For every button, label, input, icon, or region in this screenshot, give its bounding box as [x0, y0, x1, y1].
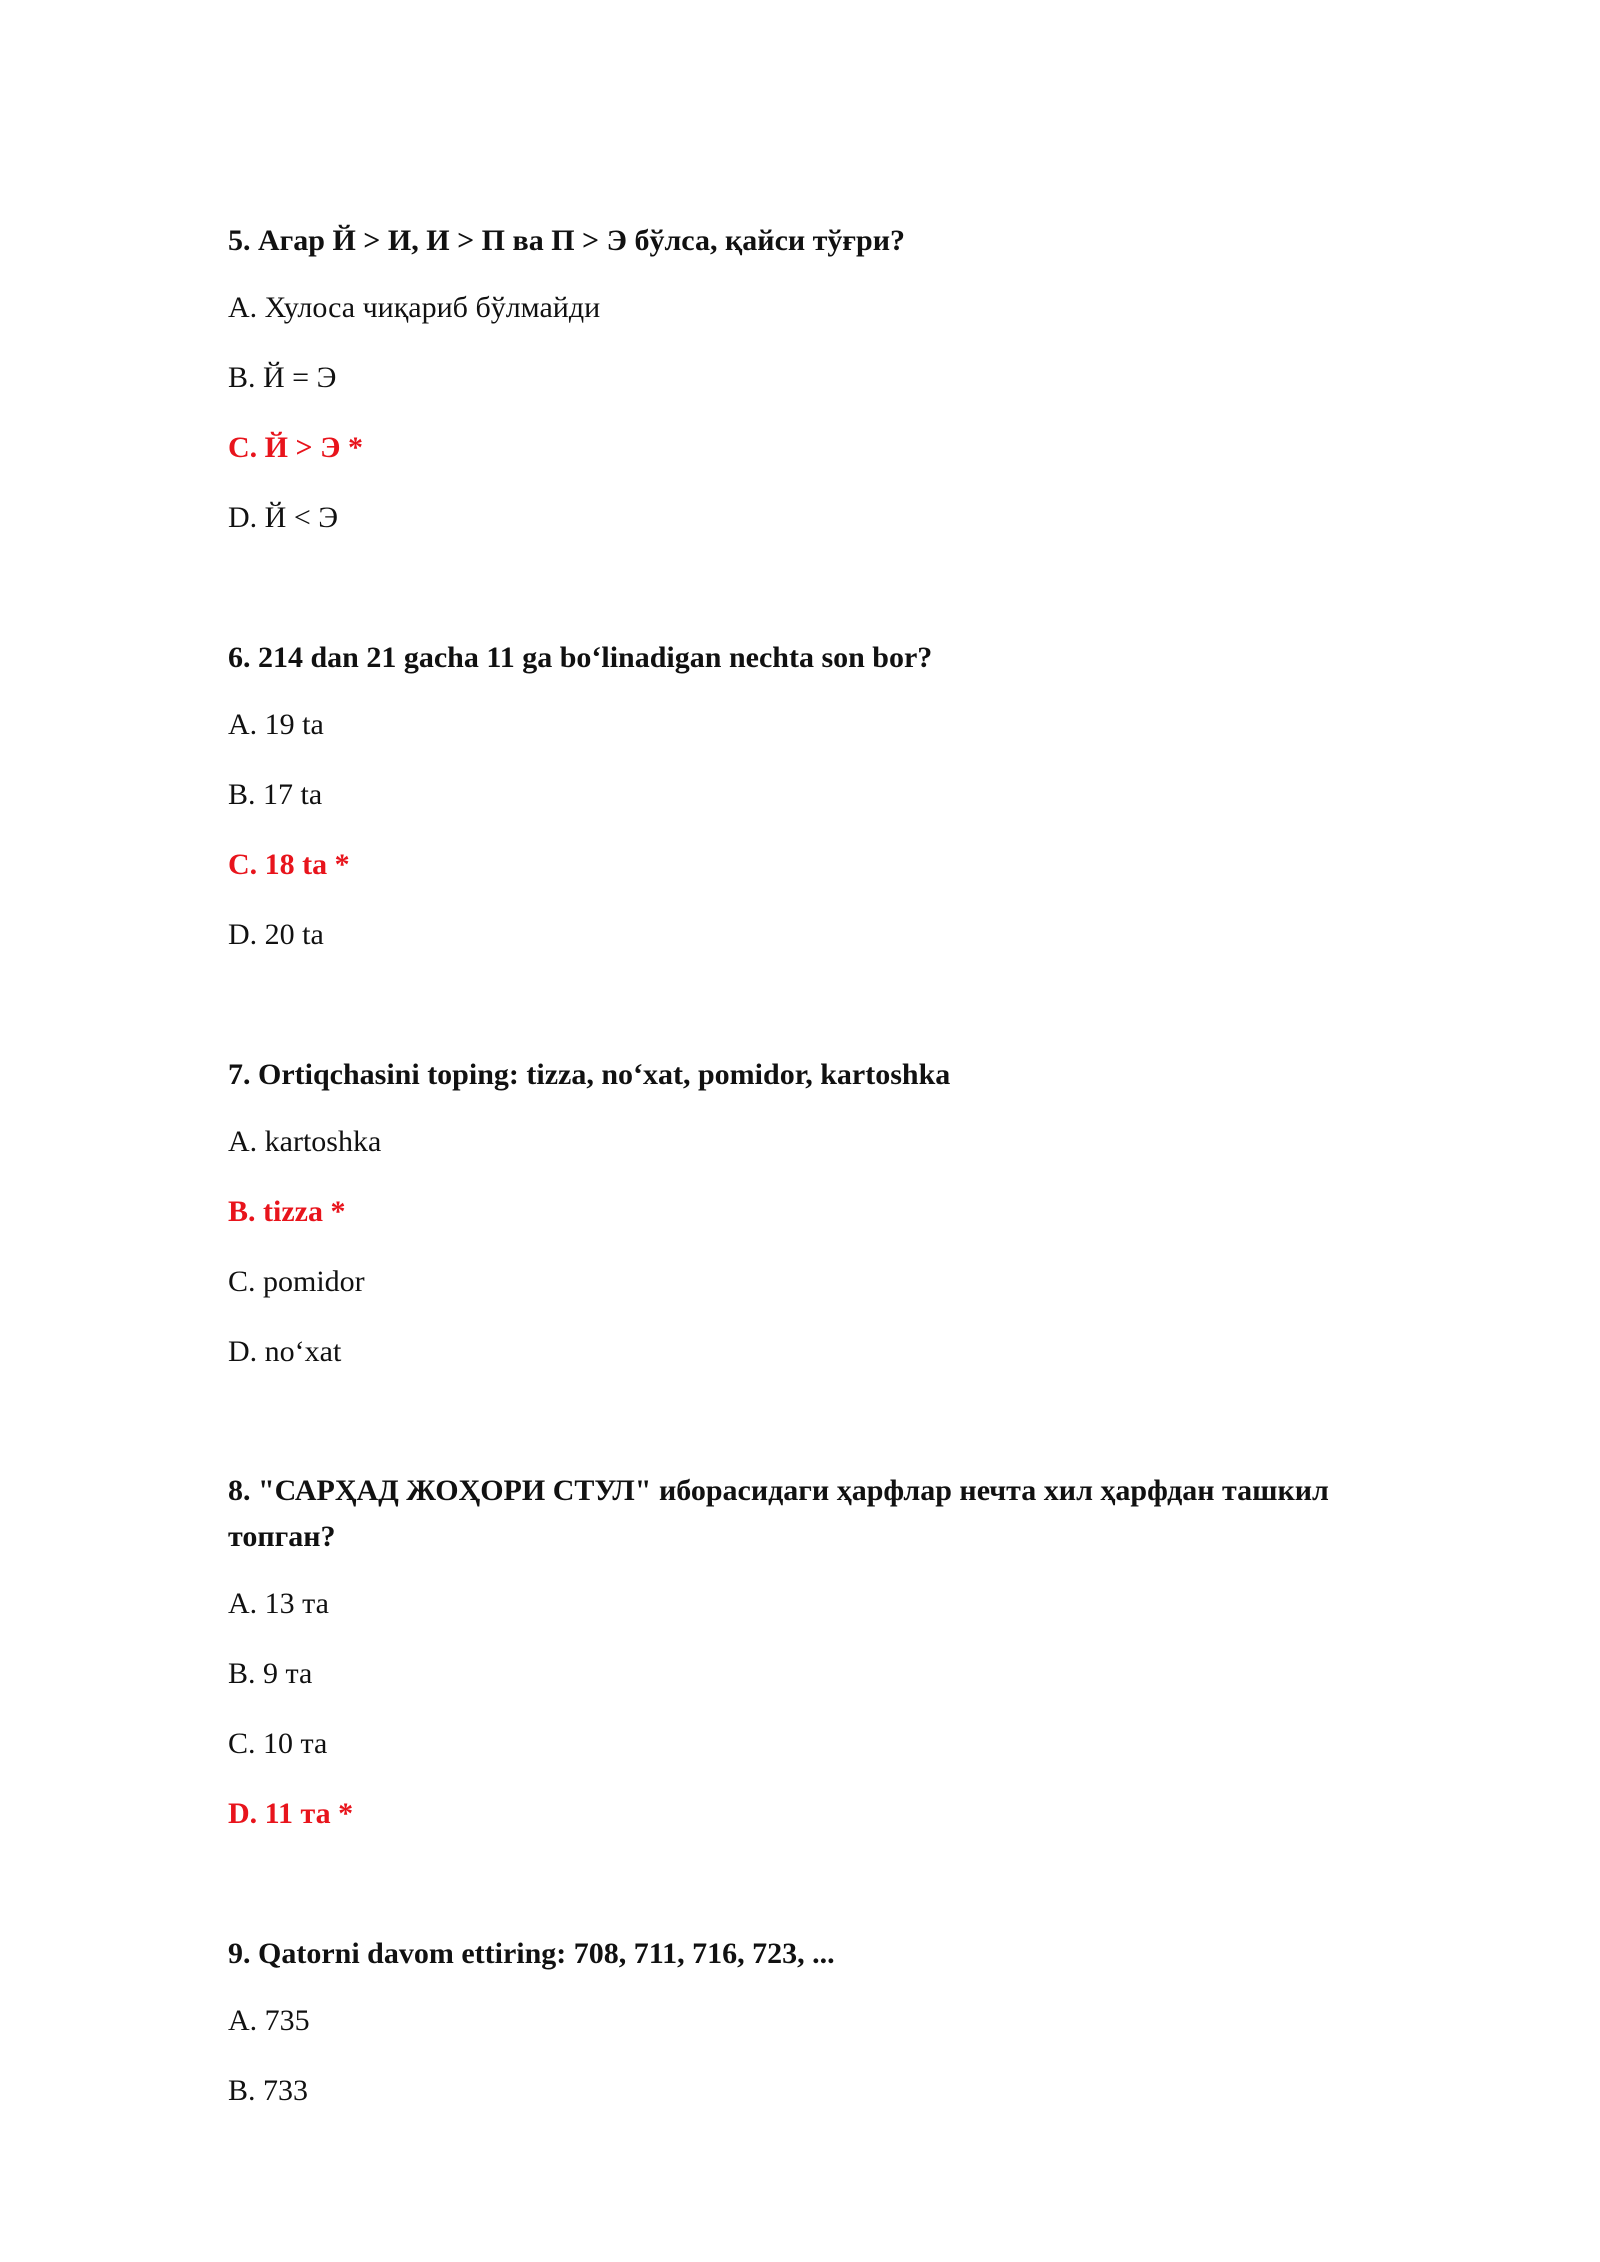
option-b: B. Й = Э: [228, 361, 337, 394]
option-c-correct: C. 18 ta *: [228, 848, 350, 881]
option-a: A. Хулоса чиқариб бўлмайди: [228, 291, 601, 324]
option-b: B. 9 та: [228, 1657, 313, 1690]
option-d: D. no‘xat: [228, 1335, 342, 1368]
option-c: C. 10 та: [228, 1727, 328, 1760]
option-b-correct: B. tizza *: [228, 1195, 346, 1228]
option-a: A. 19 ta: [228, 708, 324, 741]
option-b: B. 733: [228, 2074, 309, 2107]
question-text: 9. Qatorni davom ettiring: 708, 711, 716, 723, ...: [228, 1937, 835, 1970]
question-6: [228, 635, 1428, 985]
option-a: A. 13 та: [228, 1587, 329, 1620]
question-5: [228, 218, 1428, 568]
options-list: [228, 705, 1428, 985]
option-b: B. 17 ta: [228, 778, 323, 811]
options-list: [228, 1584, 1428, 1864]
option-c: C. pomidor: [228, 1265, 365, 1298]
options-list: [228, 288, 1428, 568]
options-list: [228, 2001, 1428, 2141]
question-8: [228, 1468, 1428, 1864]
question-text: 5. Агар Й > И, И > П ва П > Э бўлса, қайси тўғри?: [228, 224, 905, 257]
option-a: A. kartoshka: [228, 1125, 382, 1158]
option-c-correct: C. Й > Э *: [228, 431, 363, 464]
question-9: [228, 1931, 1428, 2141]
question-7: [228, 1052, 1428, 1402]
option-a: A. 735: [228, 2004, 310, 2037]
question-text: 6. 214 dan 21 gacha 11 ga bo‘linadigan nechta son bor?: [228, 641, 933, 674]
options-list: [228, 1122, 1428, 1402]
option-d: D. Й < Э: [228, 501, 339, 534]
question-text: 7. Ortiqchasini toping: tizza, no‘xat, pomidor, kartoshka: [228, 1058, 951, 1091]
option-d-correct: D. 11 та *: [228, 1797, 354, 1830]
option-d: D. 20 ta: [228, 918, 324, 951]
question-text: 8. "САРҲАД ЖОҲОРИ СТУЛ" иборасидаги ҳарфлар нечта хил ҳарфдан ташкил топган?: [228, 1474, 1329, 1553]
